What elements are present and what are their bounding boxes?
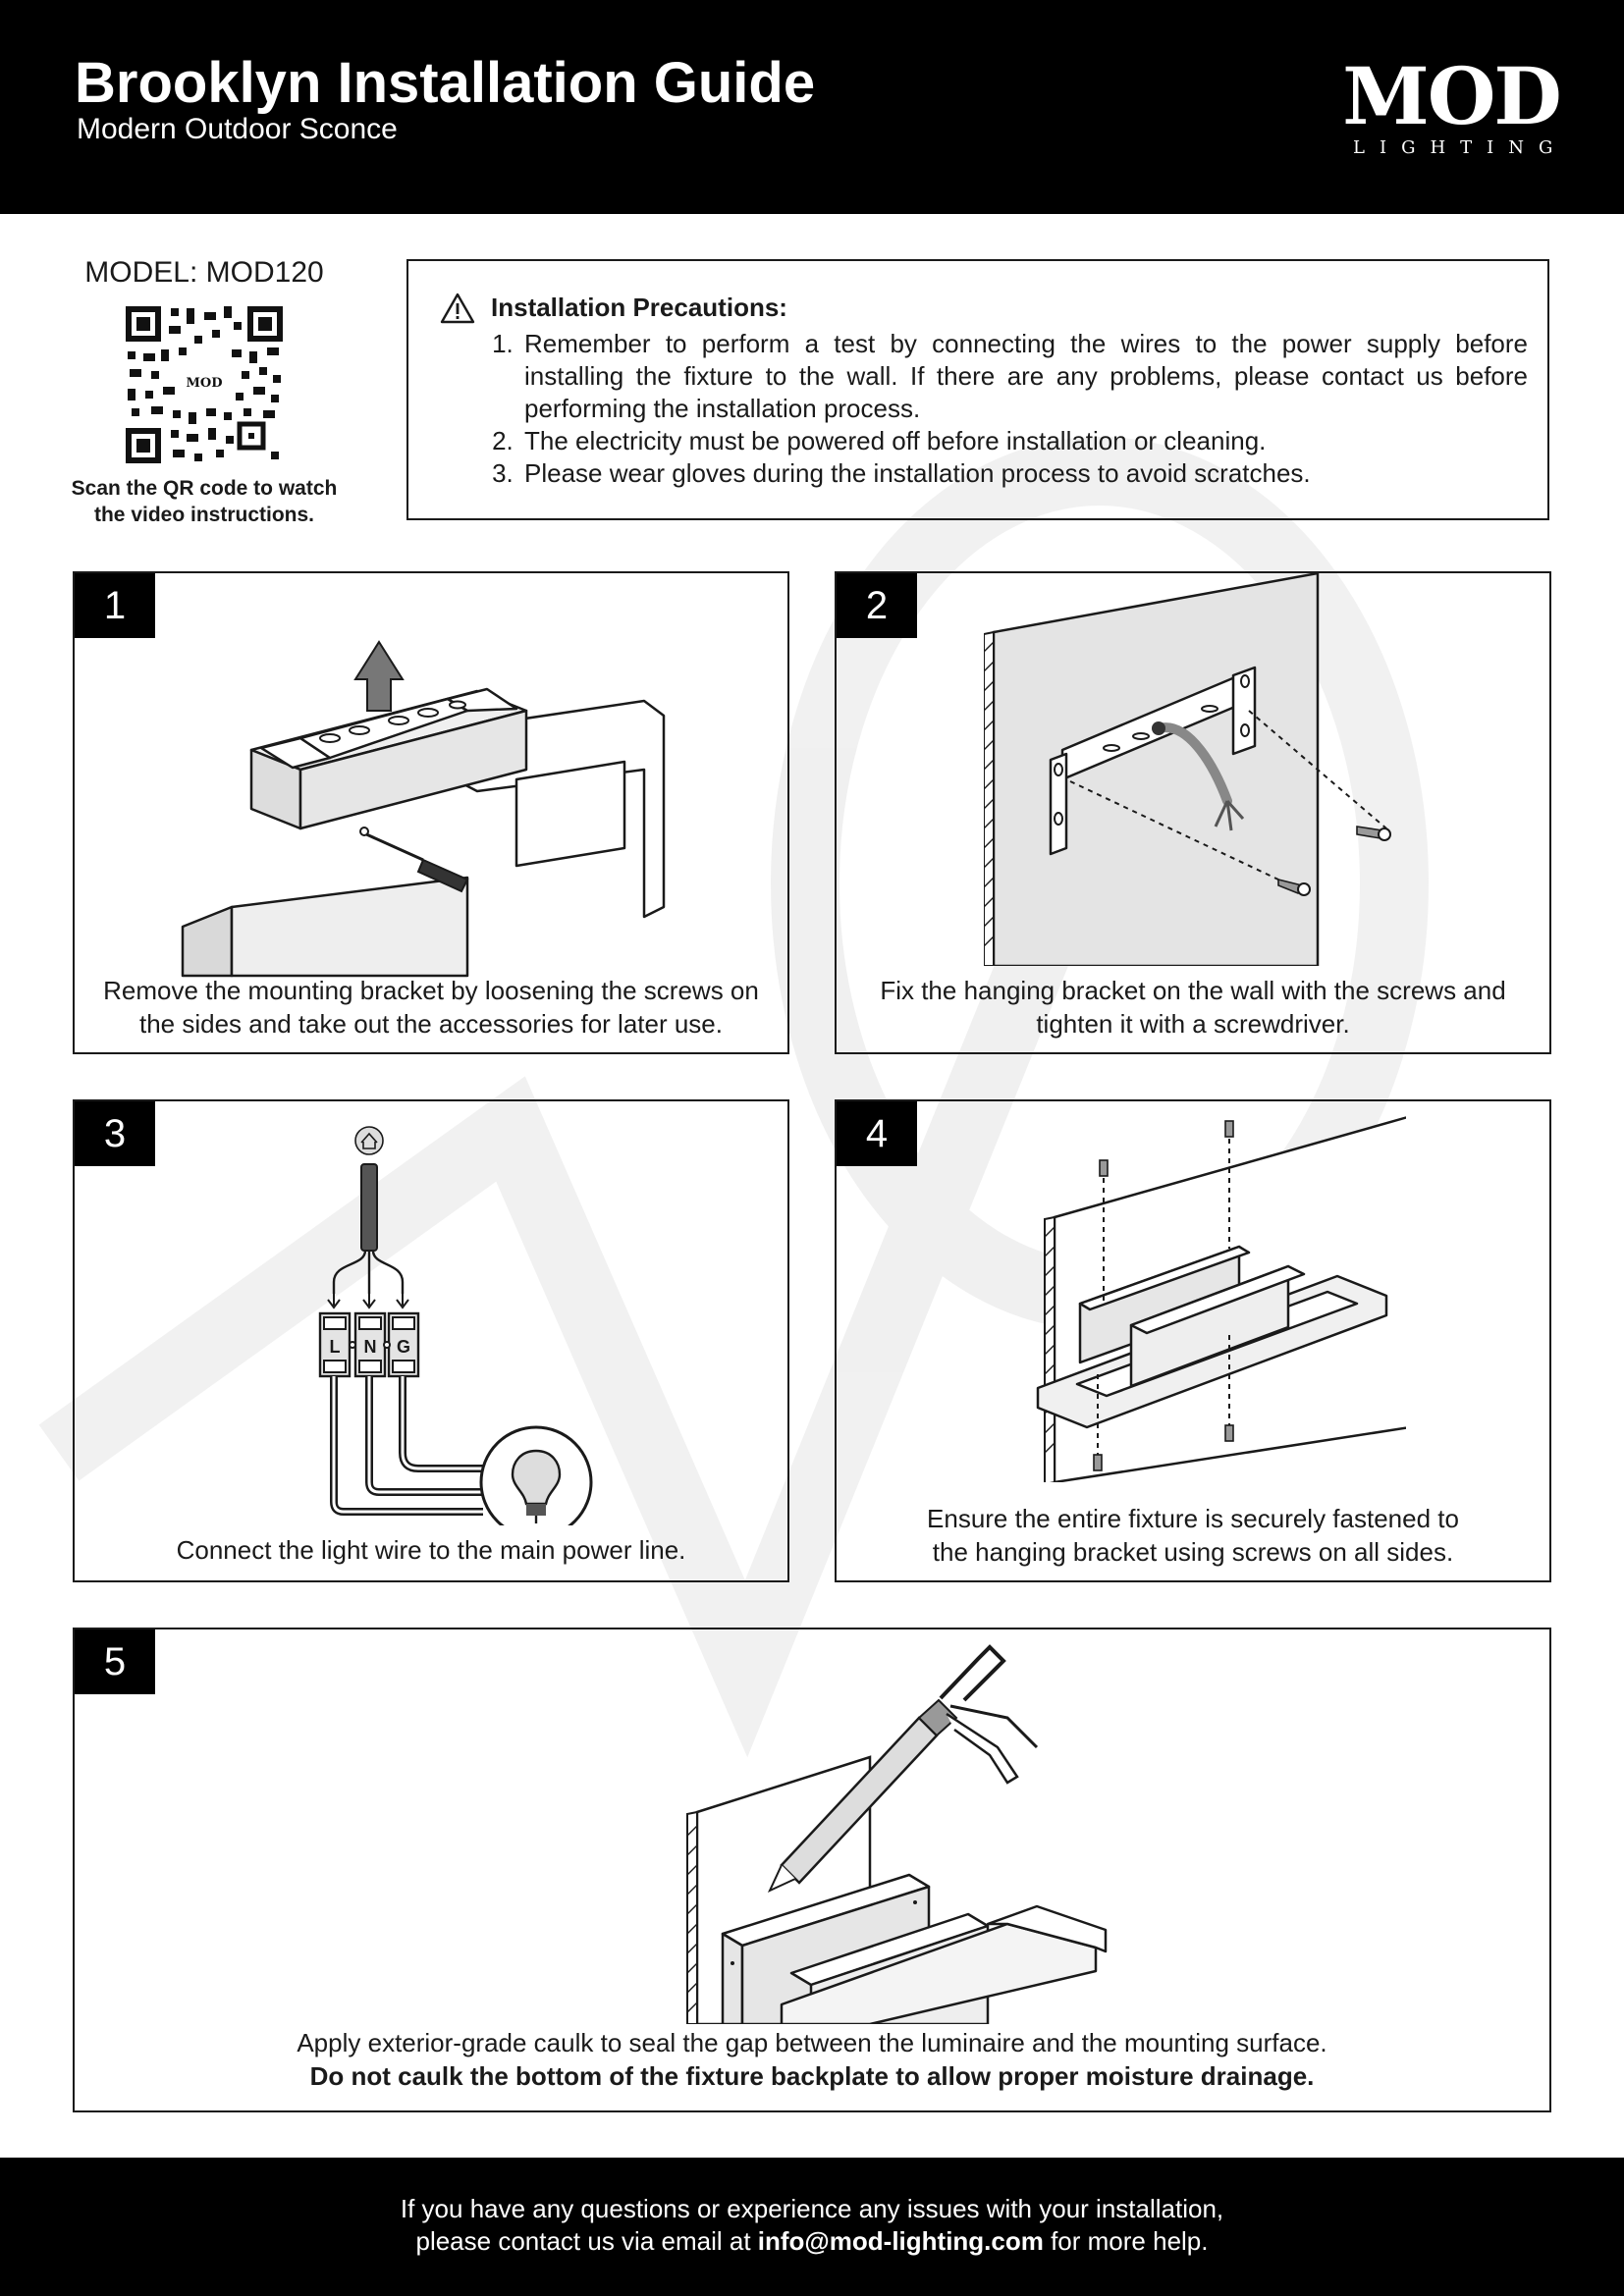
support-email-link[interactable]: info@mod-lighting.com: [757, 2226, 1044, 2256]
step-5-panel: [73, 1628, 1551, 2112]
step-number: 2: [837, 573, 917, 638]
step-4-illustration: [1033, 1109, 1406, 1482]
step-5-illustration: [683, 1639, 1155, 2024]
footer-bar: [0, 2158, 1624, 2296]
header-bar: [0, 0, 1624, 214]
step-caption: [837, 974, 1549, 1041]
page-subtitle: Modern Outdoor Sconce: [77, 113, 398, 145]
step-caption: [837, 1502, 1549, 1569]
page-title: Brooklyn Installation Guide: [75, 51, 816, 115]
step-1-panel: [73, 571, 789, 1054]
caption-line-2: the sides and take out the accessories for later use.: [138, 1009, 723, 1039]
model-number: MODEL: MOD120: [84, 256, 324, 289]
precautions-box: [406, 259, 1549, 520]
footer-line-1: If you have any questions or experience any issues with your installation,: [400, 2194, 1224, 2223]
caption-line-1: Ensure the entire fixture is securely fastened to: [927, 1504, 1459, 1533]
step-3-illustration: [310, 1119, 624, 1525]
logo-main-text: MOD: [1342, 50, 1560, 142]
footer-line-2-pre: please contact us via email at: [415, 2226, 758, 2256]
caption-line-2: the hanging bracket using screws on all sides.: [932, 1537, 1454, 1567]
logo-sub-text: LIGHTING: [1353, 137, 1568, 158]
warning-icon: [440, 293, 475, 324]
footer-line-2-post: for more help.: [1043, 2226, 1209, 2256]
qr-caption-line-1: Scan the QR code to watch: [71, 477, 338, 500]
footer-line-2: [0, 2225, 1624, 2258]
terminal-label: L: [329, 1337, 341, 1357]
precaution-item: 2. The electricity must be powered off before installation or cleaning.: [520, 425, 1528, 457]
qr-logo-text: MOD: [186, 376, 223, 391]
step-number: 3: [75, 1101, 155, 1166]
step-2-illustration: [984, 573, 1396, 966]
precautions-list: [491, 328, 1528, 490]
step-number: 1: [75, 573, 155, 638]
caption-warning-line: Do not caulk the bottom of the fixture backplate to allow proper moisture drainage.: [309, 2061, 1315, 2091]
precaution-item: 3. Please wear gloves during the installation process to avoid scratches.: [520, 457, 1528, 490]
terminal-label: G: [396, 1337, 411, 1357]
step-4-panel: [835, 1099, 1551, 1582]
step-number: 4: [837, 1101, 917, 1166]
home-icon: [355, 1127, 383, 1154]
caption-line-2: tighten it with a screwdriver.: [1036, 1009, 1350, 1039]
qr-caption-line-2: the video instructions.: [93, 504, 315, 526]
step-caption: [75, 2026, 1549, 2093]
step-1-illustration: [173, 632, 683, 982]
footer-text: [0, 2193, 1624, 2258]
step-caption: [75, 974, 787, 1041]
step-2-panel: [835, 571, 1551, 1054]
qr-code[interactable]: [122, 302, 287, 467]
caption-line-1: Remove the mounting bracket by loosening the screws on: [103, 976, 759, 1005]
caption-line-1: Fix the hanging bracket on the wall with the screws and: [880, 976, 1506, 1005]
caption-line-1: Apply exterior-grade caulk to seal the gap between the luminaire and the mounting surface.: [297, 2028, 1327, 2057]
step-number: 5: [75, 1629, 155, 1694]
precautions-title: Installation Precautions:: [491, 293, 787, 322]
qr-caption: [59, 475, 350, 528]
precaution-item: 1. Remember to perform a test by connecting the wires to the power supply before installing the fixture to the wall. If there are any problems, please contact us before performing the installation process.: [520, 328, 1528, 425]
caption-line-1: Connect the light wire to the main power line.: [176, 1535, 686, 1565]
step-3-panel: [73, 1099, 789, 1582]
step-caption: [75, 1533, 787, 1567]
brand-logo: [1341, 50, 1568, 158]
terminal-label: N: [363, 1337, 377, 1357]
